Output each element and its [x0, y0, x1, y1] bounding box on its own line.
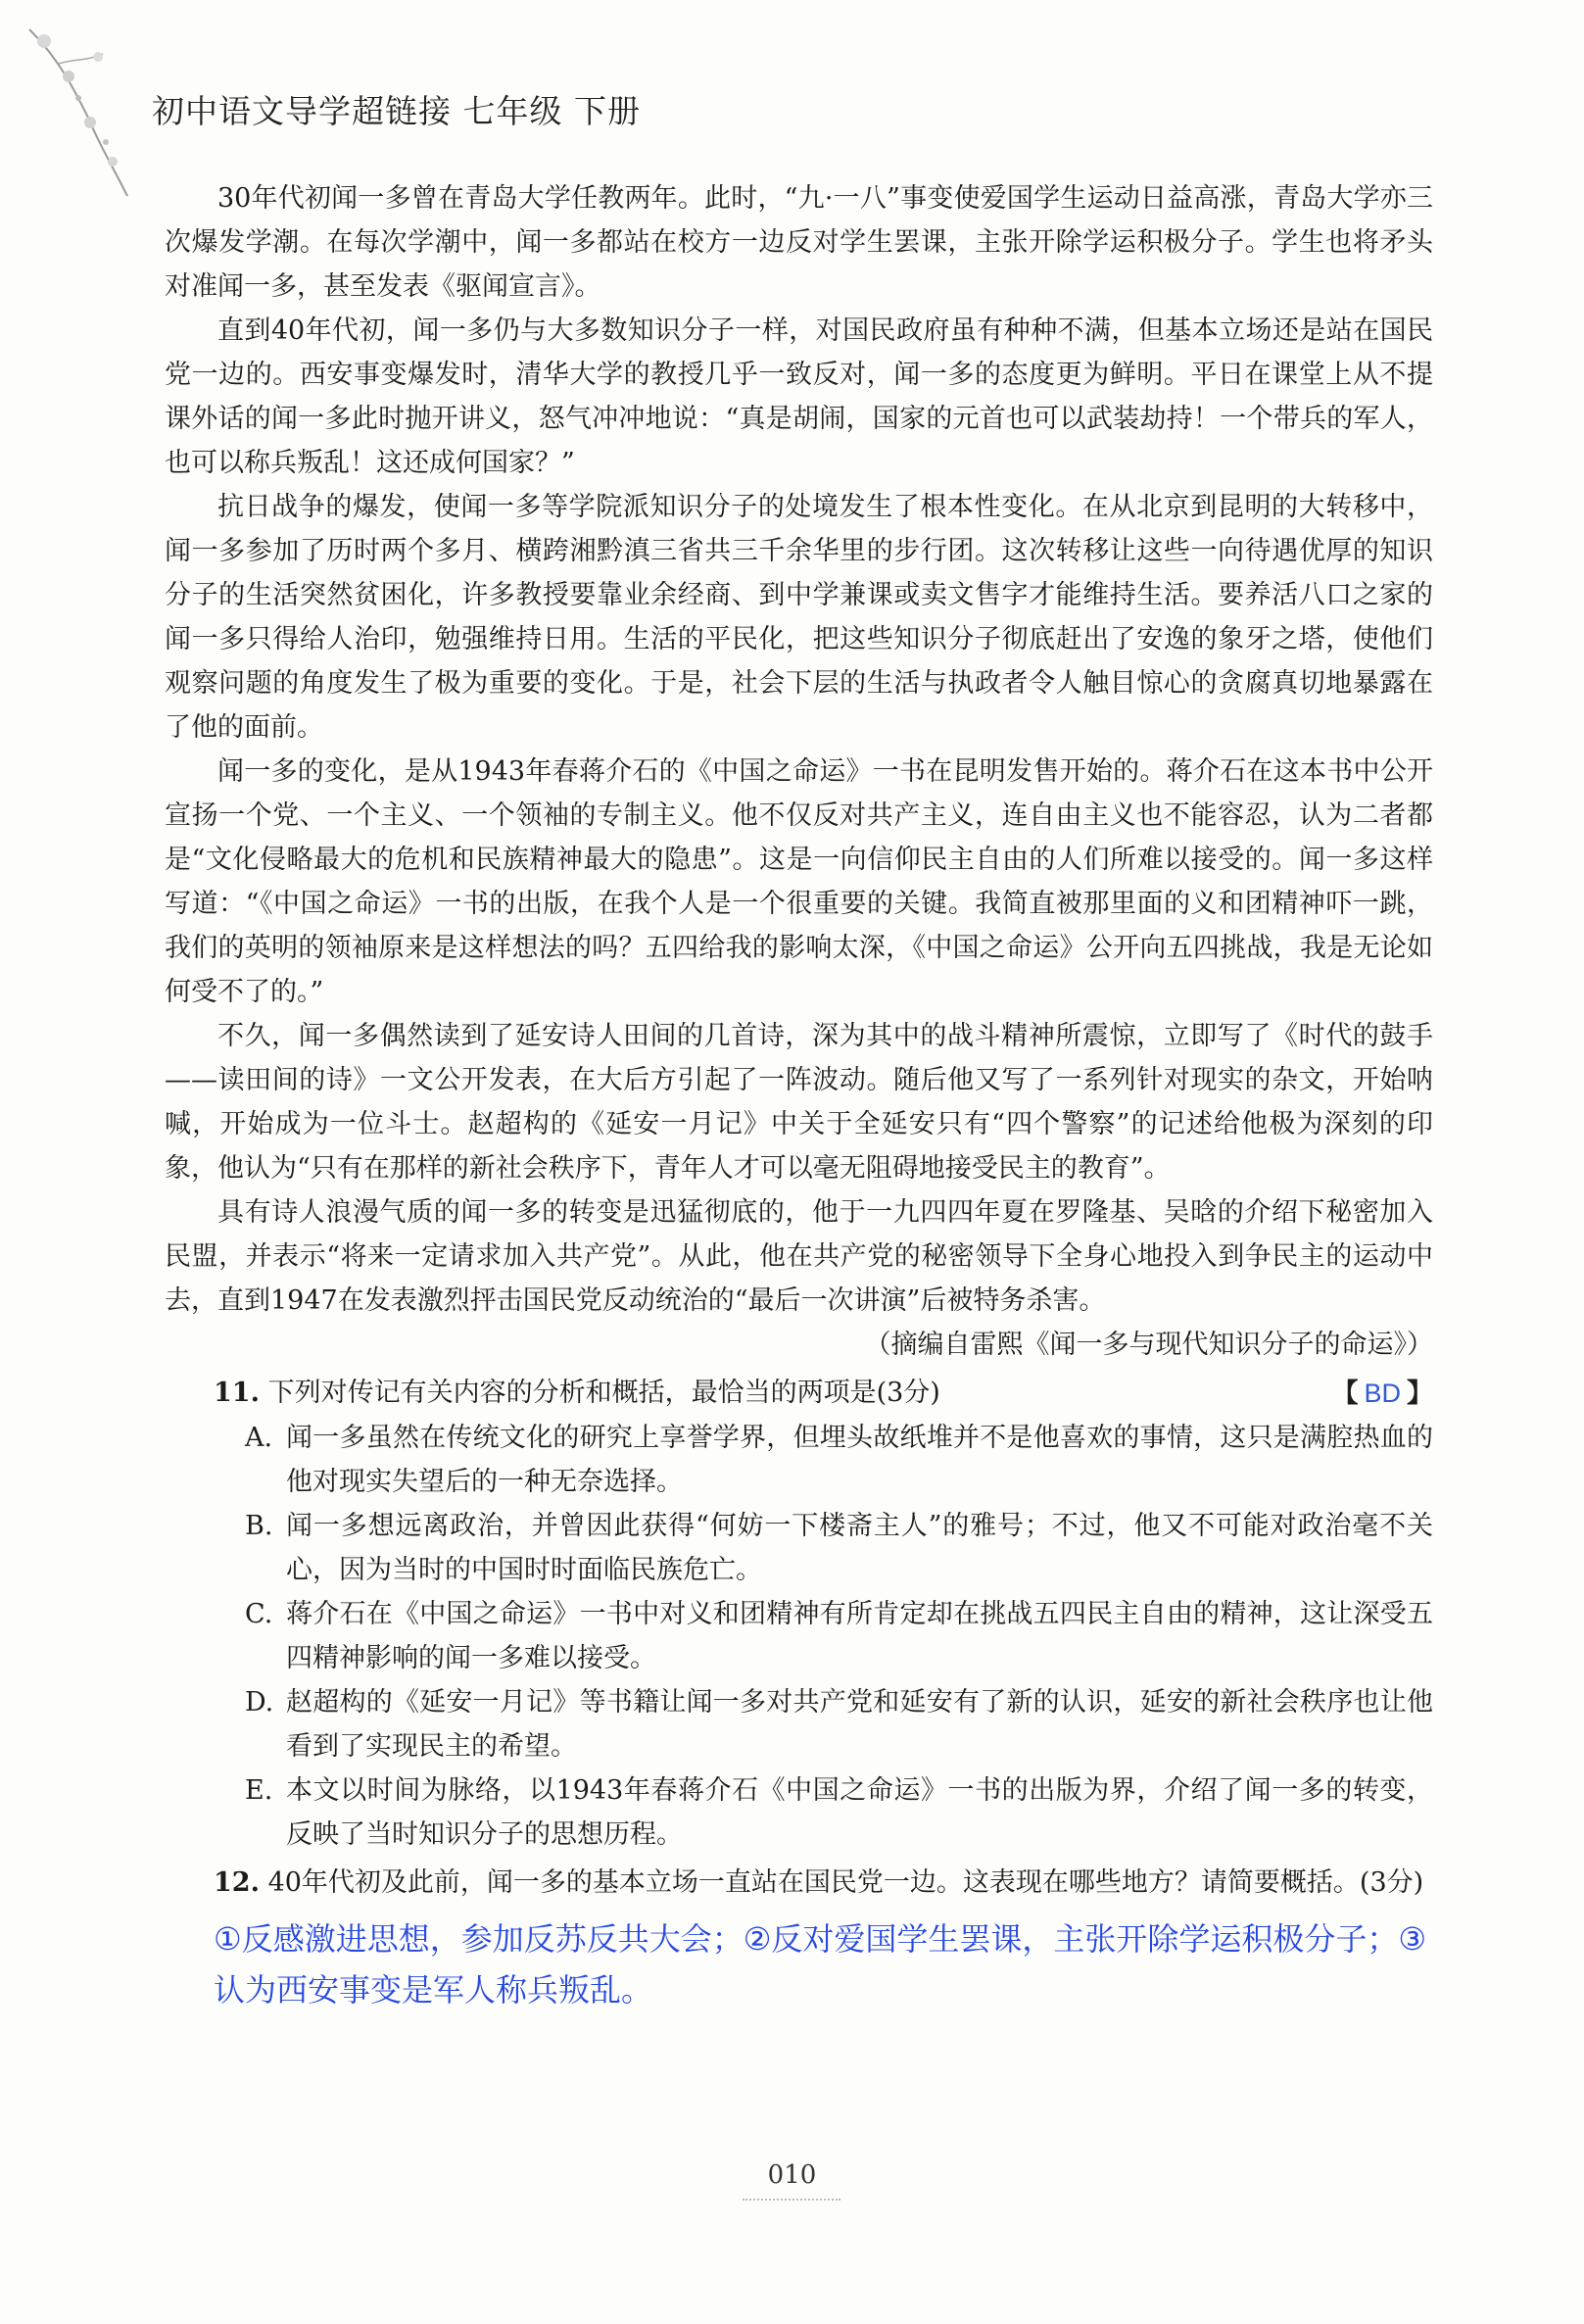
option-text: 蒋介石在《中国之命运》一书中对义和团精神有所肯定却在挑战五四民主自由的精神，这让深受五四精神影响的闻一多难以接受。: [286, 1599, 1433, 1673]
option-b: [165, 1504, 1433, 1592]
option-e: [165, 1768, 1433, 1857]
passage-paragraph-4: 闻一多的变化，是从1943年春蒋介石的《中国之命运》一书在昆明发售开始的。蒋介石在这本书中公开宣扬一个党、一个主义、一个领袖的专制主义。他不仅反对共产主义，连自由主义也不能容忍，认为二者都是“文化侵略最大的危机和民族精神最大的隐患”。这是一向信仰民主自由的人们所难以接受的。闻一多这样写道：“《中国之命运》一书的出版，在我个人是一个很重要的关键。我简直被那里面的义和团精神吓一跳，我们的英明的领袖原来是这样想法的吗？五四给我的影响太深，《中国之命运》公开向五四挑战，我是无论如何受不了的。”: [165, 756, 1433, 1007]
option-letter: B.: [245, 1511, 273, 1541]
option-letter: D.: [245, 1687, 274, 1718]
option-letter: E.: [245, 1775, 273, 1806]
option-letter: A.: [245, 1423, 273, 1453]
option-text: 闻一多想远离政治，并曾因此获得“何妨一下楼斋主人”的雅号；不过，他又不可能对政治毫不关心，因为当时的中国时时面临民族危亡。: [286, 1511, 1433, 1585]
question-12: [165, 1861, 1433, 2015]
bracket-left: 【: [1331, 1379, 1359, 1409]
passage-paragraph-2: 直到40年代初，闻一多仍与大多数知识分子一样，对国民政府虽有种种不满，但基本立场还是站在国民党一边的。西安事变爆发时，清华大学的教授几乎一致反对，闻一多的态度更为鲜明。平日在课堂上从不提课外话的闻一多此时抛开讲义，怒气冲冲地说：“真是胡闹，国家的元首也可以武装劫持！一个带兵的军人，也可以称兵叛乱！这还成何国家？”: [165, 315, 1433, 478]
question-11: [165, 1371, 1433, 1857]
question-11-text: 下列对传记有关内容的分析和概括，最恰当的两项是(3分): [267, 1378, 940, 1408]
passage-paragraph-1: 30年代初闻一多曾在青岛大学任教两年。此时，“九·一八”事变使爱国学生运动日益高涨，青岛大学亦三次爆发学潮。在每次学潮中，闻一多都站在校方一边反对学生罢课，主张开除学运积极分子。学生也将矛头对准闻一多，甚至发表《驱闻宣言》。: [165, 183, 1433, 302]
page-number-underline: [743, 2199, 840, 2201]
option-c: [165, 1592, 1433, 1680]
question-11-number: 11.: [214, 1378, 260, 1408]
question-12-handwritten-answer: ①反感激进思想，参加反苏反共大会；②反对爱国学生罢课，主张开除学运积极分子；③认为西安事变是军人称兵叛乱。: [214, 1920, 1427, 2009]
question-12-text: 40年代初及此前，闻一多的基本立场一直站在国民党一边。这表现在哪些地方？请简要概括。(3分): [267, 1867, 1424, 1898]
option-text: 本文以时间为脉络，以1943年春蒋介石《中国之命运》一书的出版为界，介绍了闻一多的转变，反映了当时知识分子的思想历程。: [286, 1775, 1433, 1850]
option-d: [165, 1680, 1433, 1768]
question-11-stem: [165, 1371, 1433, 1416]
passage-paragraph-5: 不久，闻一多偶然读到了延安诗人田间的几首诗，深为其中的战斗精神所震惊，立即写了《时代的鼓手——读田间的诗》一文公开发表，在大后方引起了一阵波动。随后他又写了一系列针对现实的杂文，开始呐喊，开始成为一位斗士。赵超构的《延安一月记》中关于全延安只有“四个警察”的记述给他极为深刻的印象，他认为“只有在那样的新社会秩序下，青年人才可以毫无阻碍地接受民主的教育”。: [165, 1021, 1433, 1184]
page-number: 010: [767, 2160, 817, 2190]
question-12-number: 12.: [214, 1867, 260, 1898]
question-12-stem: [165, 1861, 1433, 1906]
option-text: 赵超构的《延安一月记》等书籍让闻一多对共产党和延安有了新的认识，延安的新社会秩序也让他看到了实现民主的希望。: [286, 1687, 1433, 1762]
option-a: [165, 1416, 1433, 1504]
option-letter: C.: [245, 1599, 273, 1629]
bracket-right: 】: [1407, 1379, 1433, 1409]
book-title: 初中语文导学超链接 七年级 下册: [152, 92, 641, 130]
blossom-branch-illustration: [20, 20, 137, 206]
option-text: 闻一多虽然在传统文化的研究上享誉学界，但埋头故纸堆并不是他喜欢的事情，这只是满腔热血的他对现实失望后的一种无奈选择。: [286, 1423, 1433, 1497]
page-content: [165, 176, 1433, 2015]
passage-paragraph-6: 具有诗人浪漫气质的闻一多的转变是迅猛彻底的，他于一九四四年夏在罗隆基、吴晗的介绍下秘密加入民盟，并表示“将来一定请求加入共产党”。从此，他在共产党的秘密领导下全身心地投入到争民主的运动中去，直到1947在发表激烈抨击国民党反动统治的“最后一次讲演”后被特务杀害。: [165, 1197, 1433, 1316]
passage-paragraph-3: 抗日战争的爆发，使闻一多等学院派知识分子的处境发生了根本性变化。在从北京到昆明的大转移中，闻一多参加了历时两个多月、横跨湘黔滇三省共三千余华里的步行团。这次转移让这些一向待遇优厚的知识分子的生活突然贫困化，许多教授要靠业余经商、到中学兼课或卖文售字才能维持生活。要养活八口之家的闻一多只得给人治印，勉强维持日用。生活的平民化，把这些知识分子彻底赶出了安逸的象牙之塔，使他们观察问题的角度发生了极为重要的变化。于是，社会下层的生活与执政者令人触目惊心的贪腐真切地暴露在了他的面前。: [165, 492, 1433, 743]
answer-bracket: [1331, 1371, 1433, 1417]
question-11-answer: BD: [1364, 1379, 1401, 1408]
passage-source: （摘编自雷熙《闻一多与现代知识分子的命运》）: [864, 1330, 1433, 1360]
